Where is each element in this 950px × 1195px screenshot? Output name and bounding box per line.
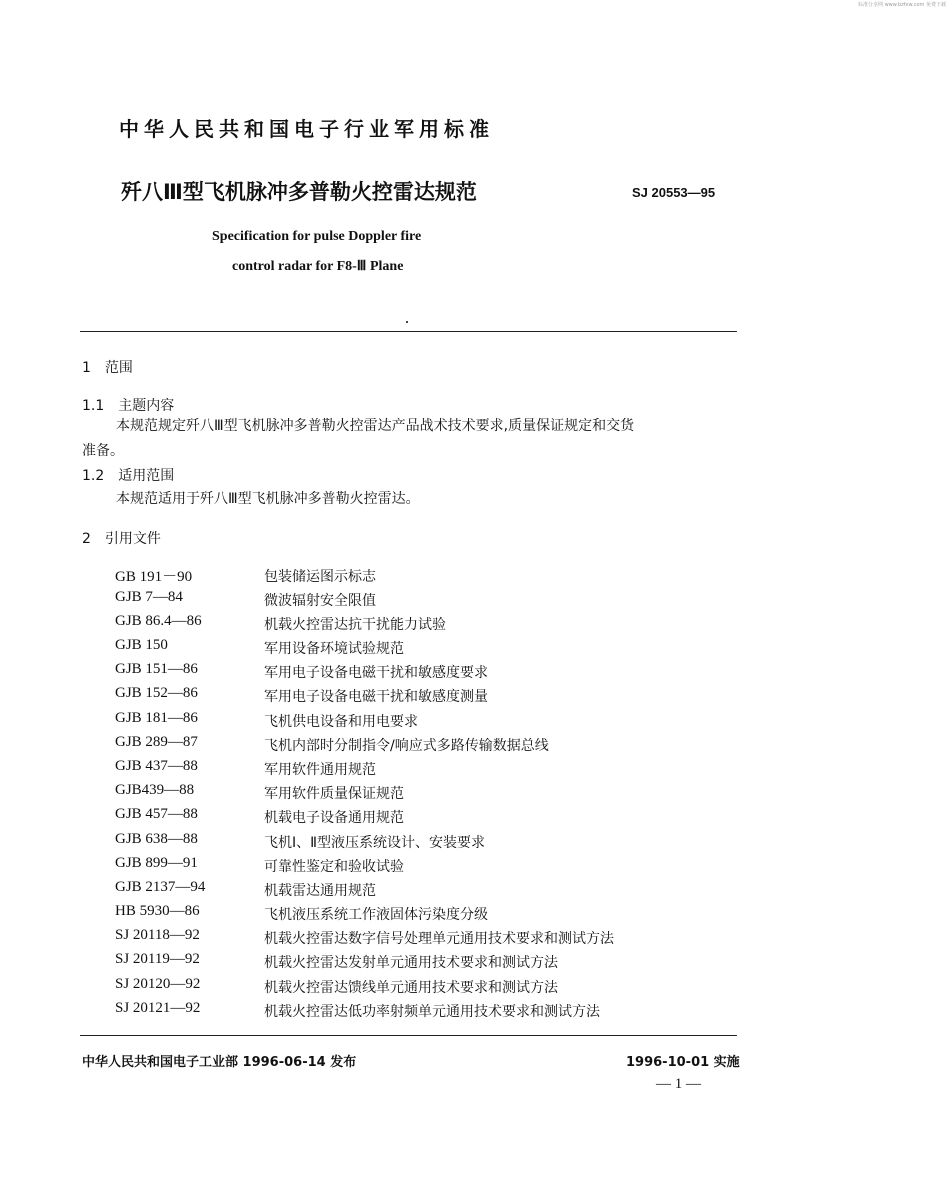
reference-code: GB 191－90: [115, 569, 193, 585]
reference-title: 军用电子设备电磁干扰和敏感度测量: [264, 689, 488, 705]
reference-code: SJ 20119—92: [115, 951, 200, 967]
reference-title: 可靠性鉴定和验收试验: [264, 859, 404, 875]
reference-title: 军用软件质量保证规范: [264, 786, 404, 802]
reference-code: GJB 7—84: [115, 589, 183, 605]
page-number: — 1 —: [656, 1076, 701, 1092]
reference-title: 机载火控雷达发射单元通用技术要求和测试方法: [264, 955, 558, 971]
reference-code: GJB439—88: [115, 782, 195, 798]
reference-title: 机载电子设备通用规范: [264, 810, 404, 826]
reference-title: 机载火控雷达数字信号处理单元通用技术要求和测试方法: [264, 931, 614, 947]
section-1-1-heading: 1.1 主题内容: [82, 398, 175, 414]
reference-code: GJB 86.4—86: [115, 613, 202, 629]
section-1-2-heading: 1.2 适用范围: [82, 468, 175, 484]
reference-title: 机载火控雷达馈线单元通用技术要求和测试方法: [264, 980, 558, 996]
reference-code: GJB 150: [115, 637, 168, 653]
reference-code: GJB 151—86: [115, 661, 198, 677]
reference-code: GJB 2137—94: [115, 879, 206, 895]
section-2-heading: 2 引用文件: [82, 531, 161, 547]
section-1-heading: 1 范围: [82, 360, 133, 376]
reference-code: HB 5930—86: [115, 903, 200, 919]
reference-code: SJ 20118—92: [115, 927, 200, 943]
reference-title: 机载火控雷达抗干扰能力试验: [264, 617, 446, 633]
reference-code: GJB 437—88: [115, 758, 198, 774]
section-1-1-text-line-2: 准备。: [82, 443, 124, 459]
english-title-line-1: Specification for pulse Doppler fire: [212, 229, 422, 244]
standard-code: SJ 20553—95: [632, 185, 716, 200]
reference-code: GJB 152—86: [115, 685, 198, 701]
reference-title: 机载雷达通用规范: [264, 883, 376, 899]
reference-title: 包装储运图示标志: [264, 569, 376, 585]
reference-title: 飞机液压系统工作液固体污染度分级: [264, 907, 488, 923]
header-divider: [80, 331, 737, 332]
footer-divider: [80, 1035, 737, 1036]
watermark-source-text: 标准分享网 www.bzfxw.com 免费下载: [858, 2, 946, 8]
reference-title: 军用软件通用规范: [264, 762, 376, 778]
reference-code: GJB 457—88: [115, 806, 198, 822]
scan-dot: [406, 321, 408, 323]
reference-code: GJB 289—87: [115, 734, 198, 750]
reference-code: GJB 899—91: [115, 855, 198, 871]
reference-title: 飞机内部时分制指令/响应式多路传输数据总线: [264, 738, 549, 754]
reference-code: GJB 638—88: [115, 831, 198, 847]
reference-title: 飞机Ⅰ、Ⅱ型液压系统设计、安装要求: [264, 835, 486, 851]
reference-title: 飞机供电设备和用电要求: [264, 714, 418, 730]
document-title: 歼八Ⅲ型飞机脉冲多普勒火控雷达规范: [121, 180, 477, 204]
publish-notice: 中华人民共和国电子工业部 1996-06-14 发布: [82, 1055, 357, 1070]
reference-title: 军用设备环境试验规范: [264, 641, 404, 657]
effective-date: 1996-10-01 实施: [626, 1055, 740, 1070]
section-1-1-text-line-1: 本规范规定歼八Ⅲ型飞机脉冲多普勒火控雷达产品战术技术要求,质量保证规定和交货: [116, 418, 635, 434]
reference-title: 机载火控雷达低功率射频单元通用技术要求和测试方法: [264, 1004, 600, 1020]
english-title-line-2: control radar for F8-Ⅲ Plane: [232, 259, 404, 274]
section-1-2-text: 本规范适用于歼八Ⅲ型飞机脉冲多普勒火控雷达。: [116, 491, 420, 507]
reference-code: SJ 20120—92: [115, 976, 201, 992]
reference-code: SJ 20121—92: [115, 1000, 201, 1016]
reference-code: GJB 181—86: [115, 710, 198, 726]
issuer-header: 中华人民共和国电子行业军用标准: [119, 117, 494, 141]
reference-title: 微波辐射安全限值: [264, 593, 376, 609]
reference-title: 军用电子设备电磁干扰和敏感度要求: [264, 665, 488, 681]
